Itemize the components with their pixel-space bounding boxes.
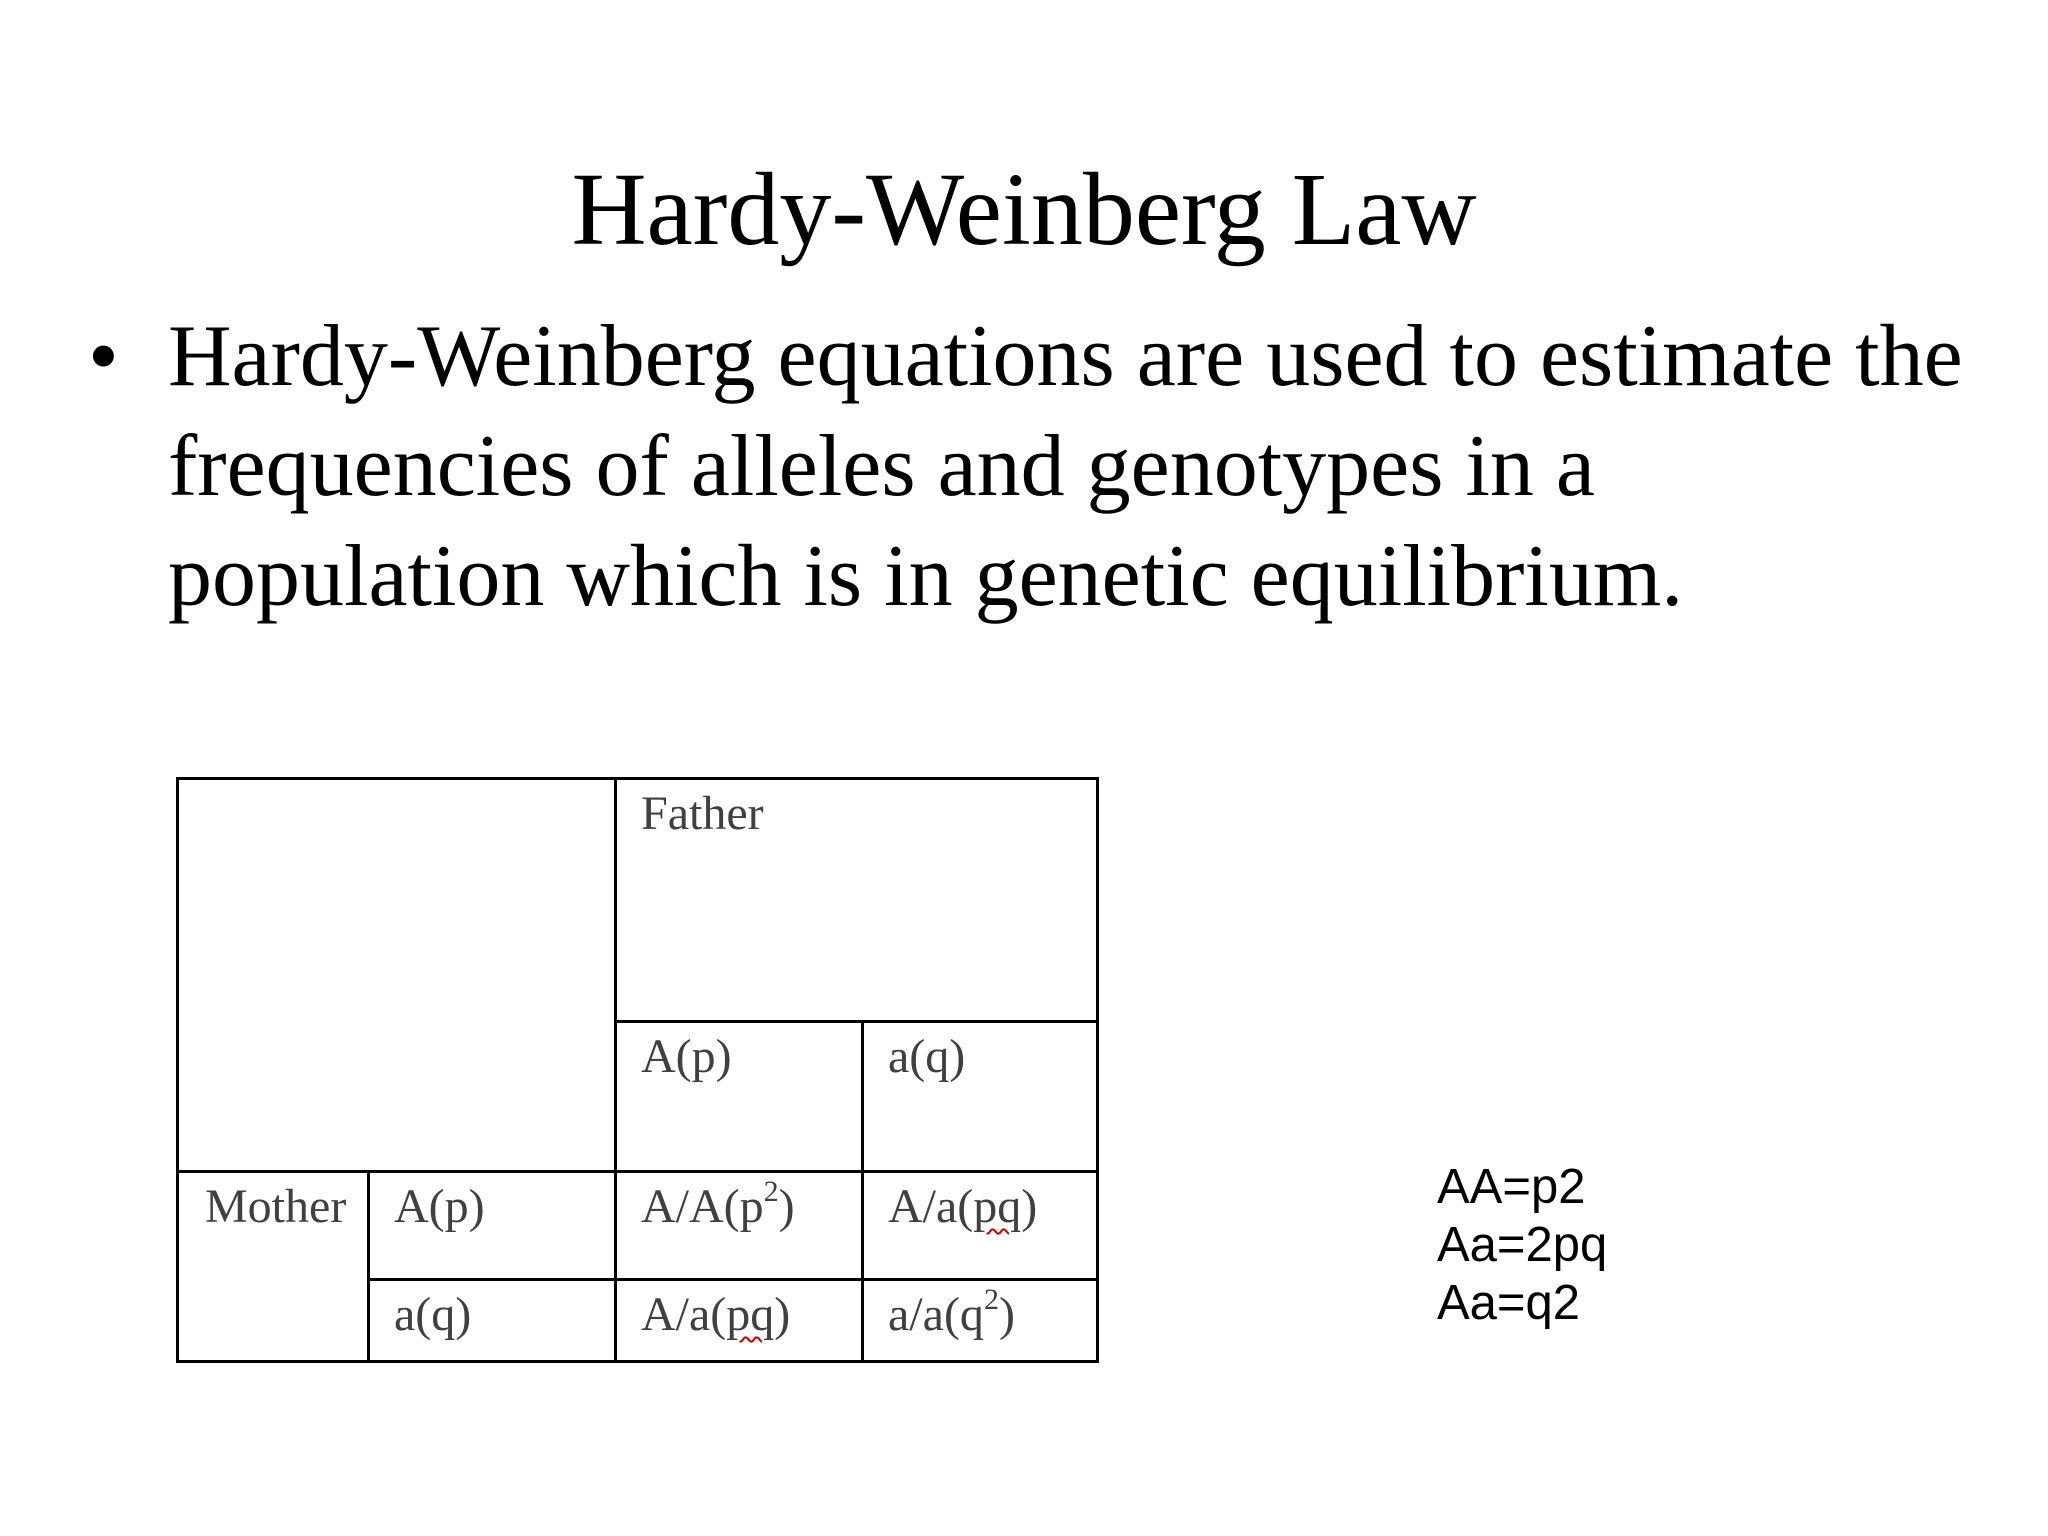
bullet-dot-icon: • (88, 308, 119, 405)
genotype-cell-Aa-bottom: A/a(pq) (616, 1280, 863, 1362)
slide-title: Hardy-Weinberg Law (571, 152, 1477, 267)
formula-AA: AA=p2 (1437, 1160, 1586, 1214)
genotype-cell-aa: $a/a(q^2)$ (863, 1280, 1098, 1362)
genotype-cell-Aa-top: A/a(pq) (863, 1172, 1098, 1280)
mother-allele-a: a(q) (394, 1288, 472, 1341)
genotype-formulas (1437, 1158, 1607, 1332)
father-allele-cell (863, 1022, 1098, 1172)
father-allele-A: A(p) (641, 1030, 732, 1083)
spellcheck-underline: pq (726, 1288, 775, 1341)
spellcheck-underline: pq (973, 1180, 1022, 1233)
father-header-cell (616, 779, 1098, 1022)
father-allele-a: a(q) (888, 1030, 966, 1083)
bullet-text: Hardy-Weinberg equations are used to estimate the frequencies of alleles and genotypes in a population which is in genetic equilibrium. (168, 308, 1963, 625)
father-allele-cell (616, 1022, 863, 1172)
genotype-cell-AA: $A/A(p^2)$ (616, 1172, 863, 1280)
empty-corner-cell (178, 779, 616, 1172)
mother-header-cell (178, 1172, 369, 1362)
formula-aa: Aa=q2 (1437, 1276, 1581, 1330)
mother-allele-A: A(p) (394, 1180, 485, 1233)
formula-Aa: Aa=2pq (1437, 1218, 1608, 1272)
father-label: Father (641, 787, 764, 840)
mother-allele-cell (369, 1280, 616, 1362)
mother-label: Mother (205, 1180, 347, 1233)
punnett-square-table (176, 777, 1099, 1363)
mother-allele-cell (369, 1172, 616, 1280)
